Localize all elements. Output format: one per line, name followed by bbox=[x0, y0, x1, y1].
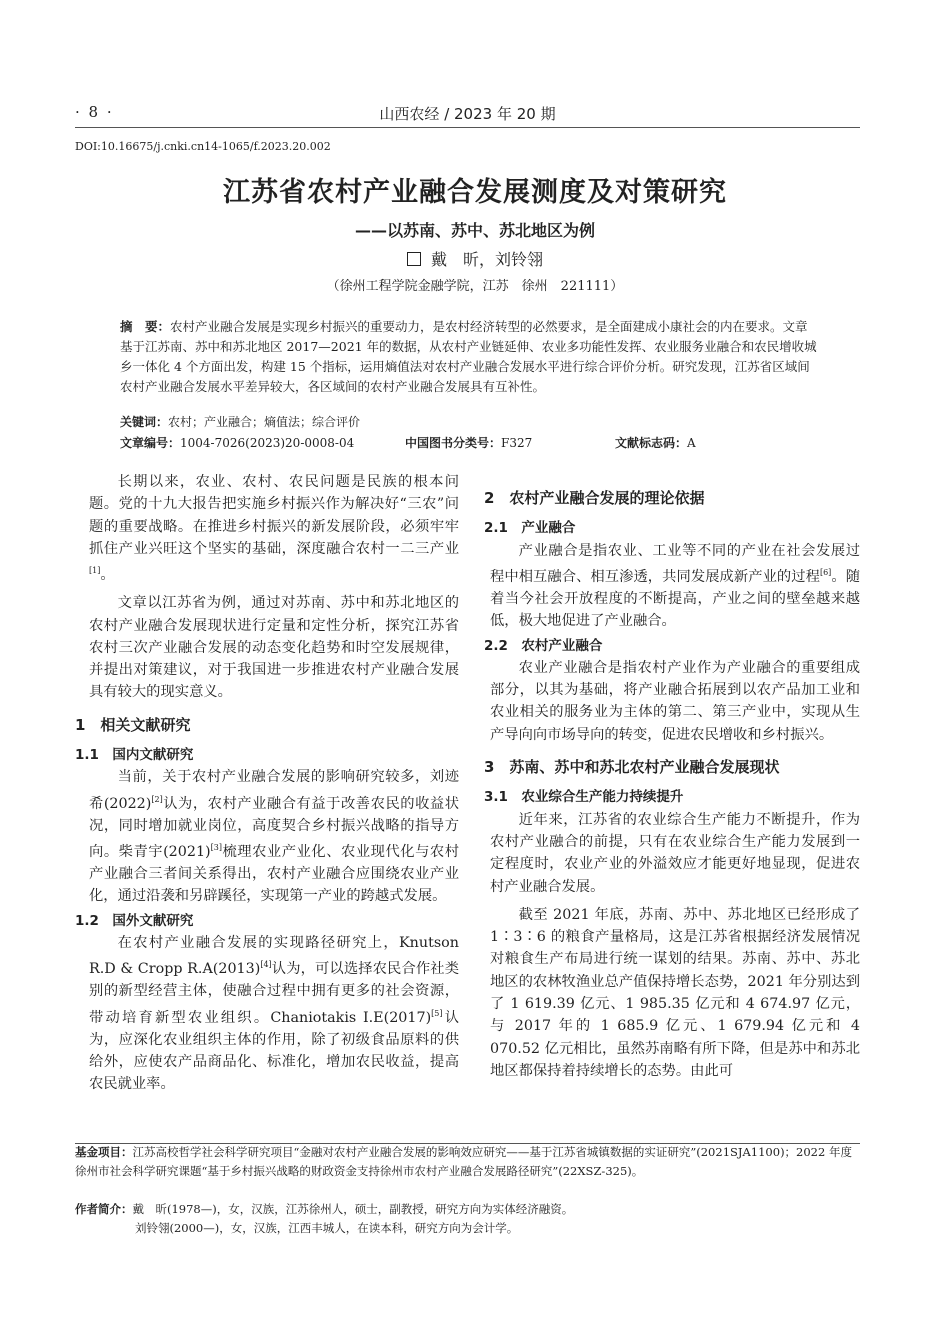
article-subtitle: ——以苏南、苏中、苏北地区为例 bbox=[354, 221, 595, 240]
abstract-text: 农村产业融合发展是实现乡村振兴的重要动力，是农村经济转型的必然要求，是全面建成小康社会的内在要求。文章基于江苏南、苏中和苏北地区 2017—2021 年的数据，从农村产业链延伸、农业多功能性发挥、农业服务业融合和农民增收城乡一体化 4 个方面出发，构建 15 个指标，运用熵值法对农村产业融合发展水平进行综合评价分析。研究发现，江苏省区域间农村产业融合发展水平差异较大，各区域间的农村产业融合发展具有互补性。 bbox=[120, 319, 817, 394]
keywords-label: 关键词： bbox=[120, 415, 169, 429]
paragraph: 文章以江苏省为例，通过对苏南、苏中和苏北地区的农村产业融合发展现状进行定量和定性分析，探究江苏省农村三次产业融合发展的动态变化趋势和时空发展规律，并提出对策建议，对于我国进一步推进农村产业融合发展具有较大的现实意义。 bbox=[89, 595, 459, 701]
page-number: · 8 · bbox=[75, 103, 114, 121]
section-heading-3-1: 3.1 农业综合生产能力持续提升 bbox=[484, 789, 684, 806]
author-bio-label: 作者简介： bbox=[75, 1202, 133, 1216]
section-heading-1-1: 1.1 国内文献研究 bbox=[75, 747, 194, 764]
clc-number: 中国图书分类号：F327 bbox=[405, 436, 533, 450]
right-column bbox=[484, 487, 861, 1082]
fund-label: 基金项目： bbox=[75, 1145, 133, 1159]
section-heading-2: 2 农村产业融合发展的理论依据 bbox=[484, 489, 705, 507]
section-heading-2-2: 2.2 农村产业融合 bbox=[484, 637, 603, 654]
authors bbox=[0, 247, 950, 270]
keywords bbox=[120, 413, 820, 430]
author-bio-1: 戴 昕(1978—)，女，汉族，江苏徐州人，硕士，副教授，研究方向为实体经济融资。 bbox=[132, 1202, 574, 1216]
paragraph: 当前，关于农村产业融合发展的影响研究较多，刘迹希(2022)[2]认为，农村产业融合有益于改善农民的收益状况，同时增加就业岗位，高度契合乡村振兴战略的指导方向。柴青宇(2021)[3]梳理农业产业化、农业现代化与农村产业融合三者间关系得出，农村产业融合应围绕农业产业化，通过沿袭和另辟蹊径，实现第一产业的跨越式发展。 bbox=[89, 769, 460, 905]
abstract-label: 摘 要： bbox=[120, 319, 171, 334]
journal-name: 山西农经 / 2023 年 20 期 bbox=[379, 105, 556, 123]
abstract bbox=[120, 317, 820, 397]
section-heading-1-2: 1.2 国外文献研究 bbox=[75, 912, 194, 929]
section-heading-2-1: 2.1 产业融合 bbox=[484, 520, 576, 537]
author-bio bbox=[75, 1200, 860, 1237]
fund-footnote bbox=[75, 1143, 860, 1180]
fund-text: 江苏高校哲学社会科学研究项目“金融对农村产业融合发展的影响效应研究——基于江苏省城镇数据的实证研究”(2021SJA1100)；2022 年度徐州市社会科学研究课题“基于乡村振兴战略的财政资金支持徐州市农村产业融合发展路径研究”(22XSZ-325)。 bbox=[75, 1145, 852, 1178]
article-title: 江苏省农村产业融合发展测度及对策研究 bbox=[223, 177, 727, 208]
article-number: 文章编号：1004-7026(2023)20-0008-04 bbox=[120, 436, 355, 450]
paragraph: 长期以来，农业、农村、农民问题是民族的根本问题。党的十九大报告把实施乡村振兴作为解决好“三农”问题的重要战略。在推进乡村振兴的新发展阶段，必须牢牢抓住产业兴旺这个坚实的基础，深度融合农村一二三产业[1]。 bbox=[89, 474, 459, 583]
author-names: 戴 昕，刘铃翎 bbox=[430, 250, 543, 269]
paragraph: 截至 2021 年底，苏南、苏中、苏北地区已经形成了 1∶3∶6 的粮食产量格局，这是江苏省根据经济发展情况对粮食生产布局进行统一谋划的结果。苏南、苏中、苏北地区的农林牧渔业总产值保持增长态势，2021 年分别达到了 1 619.39 亿元、1 985.35 亿元和 4 674.97 亿元，与 2017 年的 1 685.9 亿元、1 679.94 亿元和 4 070.52 亿元相比，虽然苏南略有所下降，但是苏中和苏北地区都保持着持续增长的态势。由此可 bbox=[490, 906, 860, 1079]
paragraph: 农业产业融合是指农村产业作为产业融合的重要组成部分，以其为基础，将产业融合拓展到以农产品加工业和农业相关的服务业为主体的第二、第三产业中，实现从生产导向向市场导向的转变，促进农民增收和乡村振兴。 bbox=[490, 659, 860, 743]
document-code: 文献标志码：A bbox=[615, 436, 696, 450]
section-heading-1: 1 相关文献研究 bbox=[75, 715, 191, 734]
author-bio-2: 刘铃翎(2000—)，女，汉族，江西丰城人，在读本科，研究方向为会计学。 bbox=[135, 1220, 519, 1235]
article-meta bbox=[120, 434, 820, 451]
keywords-text: 农村；产业融合；熵值法；综合评价 bbox=[168, 415, 361, 429]
checkbox-square-icon bbox=[407, 252, 421, 266]
left-column bbox=[75, 471, 460, 1096]
doi: DOI:10.16675/j.cnki.cn14-1065/f.2023.20.002 bbox=[75, 140, 331, 153]
paragraph: 产业融合是指农业、工业等不同的产业在社会发展过程中相互融合、相互渗透，共同发展成新产业的过程[6]。随着当今社会开放程度的不断提高，产业之间的壁垒越来越低，极大地促进了产业融合。 bbox=[490, 542, 861, 630]
affiliation: （徐州工程学院金融学院，江苏 徐州 221111） bbox=[326, 279, 624, 294]
section-heading-3: 3 苏南、苏中和苏北农村产业融合发展现状 bbox=[484, 758, 780, 777]
paragraph: 近年来，江苏省的农业综合生产能力不断提升，作为农村产业融合的前提，只有在农业综合生产能力发展到一定程度时，农业产业的外溢效应才能更好地显现，促进农村产业融合发展。 bbox=[490, 811, 860, 895]
running-header bbox=[75, 103, 860, 128]
paragraph: 在农村产业融合发展的实现路径研究上，Knutson R.D & Cropp R.A(2013)[4]认为，可以选择农民合作社类别的新型经营主体，使融合过程中拥有更多的社会资源，带动培育新型农业组织。Chaniotakis I.E(2017)[5]认为，应深化农业组织主体的作用，除了初级食品原料的供给外，应使农产品商品化、标准化，增加农民收益，提高农民就业率。 bbox=[89, 934, 460, 1093]
